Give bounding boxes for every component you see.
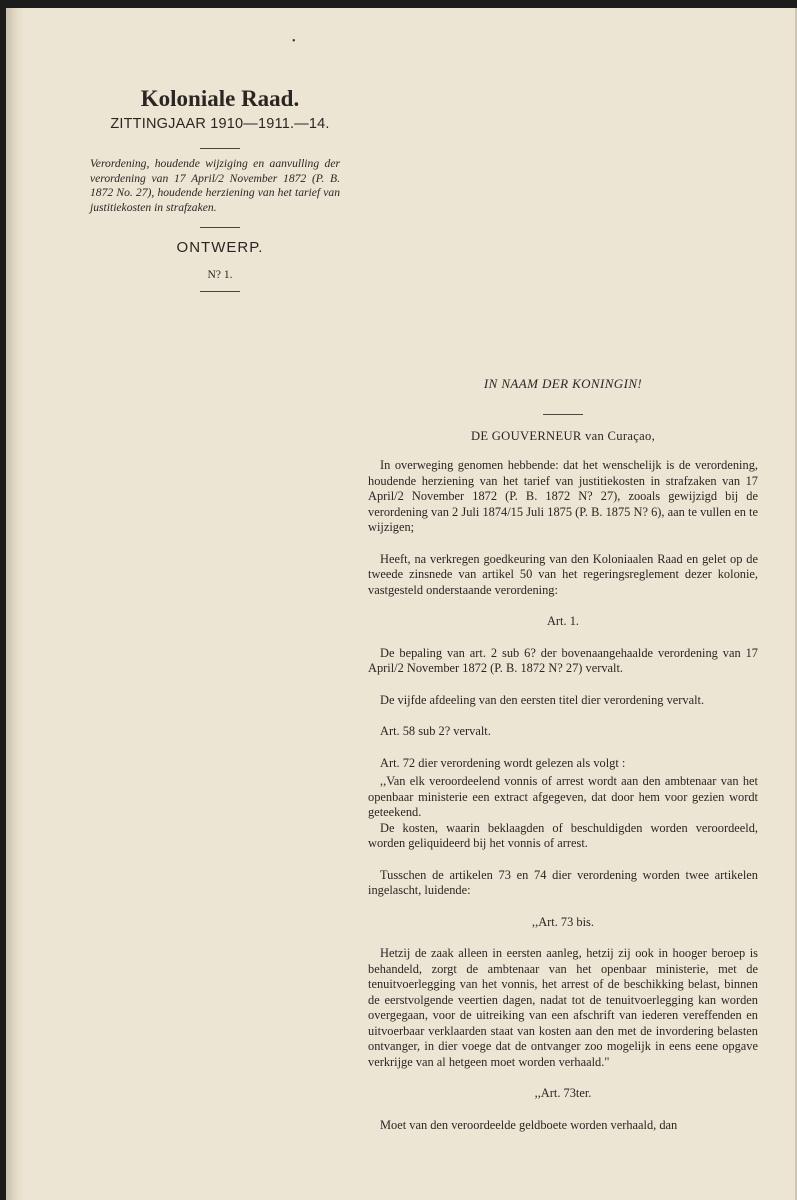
article-paragraph: Tusschen de artikelen 73 en 74 dier verordening worden twee artikelen ingelascht, luidende:	[368, 867, 758, 897]
divider-rule	[200, 291, 240, 292]
left-column	[90, 84, 350, 292]
main-text-column	[368, 376, 758, 1133]
article-heading: ,,Art. 73 bis.	[532, 914, 594, 929]
quoted-paragraph: ,,Van elk veroordeelend vonnis of arrest wordt aan den ambtenaar van het openbaar ministerie een extract afgegeven, dat door hem voor gezien wordt geteekend.	[368, 774, 758, 819]
article-heading: ,,Art. 73ter.	[534, 1086, 592, 1100]
document-page	[6, 8, 797, 1200]
article-paragraph: De bepaling van art. 2 sub 6? der bovenaangehaalde verordening van 17 April/2 November 1872 (P. B. 1872 N? 27) vervalt.	[368, 645, 758, 675]
preamble-heading: IN NAAM DER KONINGIN!	[483, 376, 643, 391]
article-paragraph: Art. 72 dier verordening wordt gelezen als volgt :	[380, 755, 626, 770]
article-paragraph: De vijfde afdeeling van den eersten titel dier verordening vervalt.	[380, 692, 705, 707]
considerations-paragraph: In overweging genomen hebbende: dat het wenschelijk is de verordening, houdende herziening van het tarief van justitiekosten in strafzaken van 17 April/2 November 1872 (P. B. 1872 N? 27), zooals gewijzigd bij de verordening van 2 Juli 1874/15 Juli 1875 (P. B. 1875 N? 6), aan te vullen en te wijzigen;	[368, 458, 758, 534]
document-title: Koloniale Raad.	[140, 86, 300, 111]
subject-description: Verordening, houdende wijziging en aanvulling der verordening van 17 April/2 November 1872 (P. B. 1872 No. 27), houdende herziening van het tarief van justitiekosten in strafzaken.	[90, 157, 340, 214]
article-paragraph: Hetzij de zaak alleen in eersten aanleg, hetzij zij ook in hooger beroep is behandeld, zorgt de ambtenaar van het openbaar ministerie, met de tenuitvoerlegging van het vonnis, het arrest of de beschikking belast, binnen de eerstvolgende veertien dagen, nadat tot de tenuitvoerlegging kan worden overgegaan, voor de uitreiking van een afschrift van iederen vereffenden en uitvoerbaar verklaarden staat van kosten aan den met de invordering belasten ontvanger, in dier voege dat de ontvanger zoo mogelijk in eens eene opgave verkrijge van al hetgeen moet worden verhaald."	[368, 946, 758, 1069]
divider-rule	[200, 148, 240, 149]
article-paragraph: Moet van den veroordeelde geldboete worden verhaald, dan	[380, 1117, 678, 1132]
session-year: ZITTINGJAAR 1910—1911.—14.	[110, 116, 330, 132]
book-spine-shadow	[6, 8, 24, 1200]
enactment-paragraph: Heeft, na verkregen goedkeuring van den Koloniaalen Raad en gelet op de tweede zinsnede van artikel 50 van het regeringsreglement dezer kolonie, vastgesteld onderstaande verordening:	[368, 551, 758, 597]
article-heading: Art. 1.	[546, 614, 579, 628]
divider-rule	[543, 414, 583, 415]
governor-line: DE GOUVERNEUR van Curaçao,	[470, 428, 656, 443]
document-number: N? 1.	[207, 269, 233, 281]
divider-rule	[200, 227, 240, 228]
draft-label: ONTWERP.	[176, 239, 264, 256]
quoted-paragraph: De kosten, waarin beklaagden of beschuldigden worden veroordeeld, worden geliquideerd bij het vonnis of arrest.	[368, 820, 758, 850]
article-paragraph: Art. 58 sub 2? vervalt.	[380, 724, 491, 738]
page-mark: •	[292, 36, 296, 47]
